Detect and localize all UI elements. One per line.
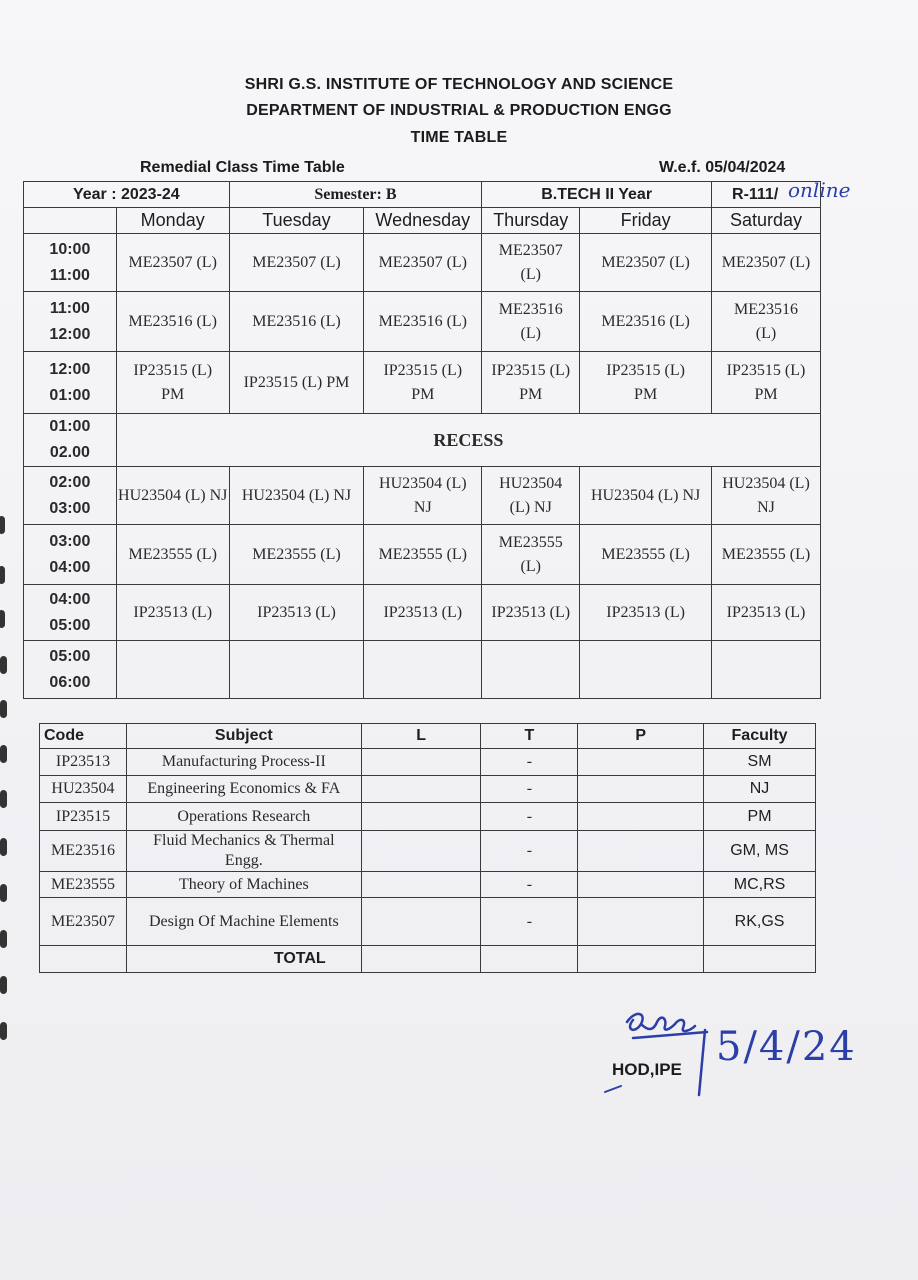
- slot-row: [24, 585, 821, 641]
- subject-row: [40, 803, 816, 831]
- time-cell: 03:00 04:00: [24, 525, 117, 585]
- subject-code: ME23507: [40, 898, 127, 946]
- class-cell: ME23507 (L): [116, 234, 229, 292]
- subjects-header-row: [40, 724, 816, 749]
- recess-label: RECESS: [116, 414, 820, 467]
- class-cell: HU23504 (L) NJ: [364, 467, 482, 525]
- subject-row: [40, 831, 816, 872]
- binder-mark: [0, 930, 7, 948]
- class-cell: [580, 641, 712, 699]
- subject-t: -: [481, 776, 578, 803]
- class-cell: IP23515 (L) PM: [712, 352, 821, 414]
- year-cell: Year : 2023-24: [24, 182, 230, 208]
- day-monday: Monday: [116, 208, 229, 234]
- header-l: L: [361, 724, 481, 749]
- binder-mark: [0, 790, 7, 808]
- subject-row: [40, 872, 816, 898]
- class-cell: ME23516 (L): [712, 292, 821, 352]
- subject-p: [578, 776, 704, 803]
- class-cell: ME23516 (L): [229, 292, 364, 352]
- subject-faculty: NJ: [704, 776, 816, 803]
- class-cell: ME23516 (L): [364, 292, 482, 352]
- time-cell: 10:00 11:00: [24, 234, 117, 292]
- header-code: Code: [40, 724, 127, 749]
- header-subject: Subject: [126, 724, 361, 749]
- subject-l: [361, 898, 481, 946]
- timetable: [23, 181, 821, 699]
- slot-row: [24, 525, 821, 585]
- subject-l: [361, 872, 481, 898]
- wef-date: W.e.f. 05/04/2024: [659, 159, 786, 176]
- document-title: TIME TABLE: [410, 129, 508, 146]
- subjects-table: [39, 723, 816, 973]
- room-label: R-111/: [732, 185, 779, 203]
- time-cell: 04:00 05:00: [24, 585, 117, 641]
- class-cell: [712, 641, 821, 699]
- binder-mark: [0, 566, 5, 584]
- slot-row: [24, 641, 821, 699]
- total-l: [361, 946, 481, 973]
- class-cell: HU23504 (L) NJ: [482, 467, 580, 525]
- class-cell: IP23515 (L) PM: [116, 352, 229, 414]
- total-label: TOTAL: [126, 946, 361, 973]
- class-cell: ME23507 (L): [580, 234, 712, 292]
- class-cell: ME23507 (L): [482, 234, 580, 292]
- slot-row: [24, 467, 821, 525]
- subject-name: Theory of Machines: [126, 872, 361, 898]
- class-cell: [364, 641, 482, 699]
- slot-row: [24, 352, 821, 414]
- class-cell: ME23555 (L): [229, 525, 364, 585]
- subject-name: Operations Research: [126, 803, 361, 831]
- subject-code: IP23515: [40, 803, 127, 831]
- department-name: DEPARTMENT OF INDUSTRIAL & PRODUCTION ENGG: [246, 102, 672, 119]
- subject-faculty: PM: [704, 803, 816, 831]
- header-p: P: [578, 724, 704, 749]
- class-cell: ME23555 (L): [712, 525, 821, 585]
- class-cell: IP23513 (L): [229, 585, 364, 641]
- class-cell: ME23555 (L): [364, 525, 482, 585]
- day-tuesday: Tuesday: [229, 208, 364, 234]
- total-t: [481, 946, 578, 973]
- subject-code: ME23516: [40, 831, 127, 872]
- time-cell: 11:00 12:00: [24, 292, 117, 352]
- binder-mark: [0, 884, 7, 902]
- total-faculty: [704, 946, 816, 973]
- subject-name: Manufacturing Process-II: [126, 749, 361, 776]
- binder-mark: [0, 745, 7, 763]
- subject-name: Design Of Machine Elements: [126, 898, 361, 946]
- class-cell: IP23513 (L): [712, 585, 821, 641]
- class-cell: [482, 641, 580, 699]
- class-cell: IP23513 (L): [116, 585, 229, 641]
- class-cell: HU23504 (L) NJ: [116, 467, 229, 525]
- subject-name: Fluid Mechanics & Thermal Engg.: [126, 831, 361, 872]
- subject-t: -: [481, 803, 578, 831]
- day-saturday: Saturday: [712, 208, 821, 234]
- binder-mark: [0, 700, 7, 718]
- binder-mark: [0, 838, 7, 856]
- class-cell: ME23507 (L): [229, 234, 364, 292]
- binder-mark: [0, 656, 7, 674]
- class-cell: ME23555 (L): [580, 525, 712, 585]
- class-cell: IP23513 (L): [482, 585, 580, 641]
- subject-p: [578, 803, 704, 831]
- subject-code: HU23504: [40, 776, 127, 803]
- class-cell: ME23516 (L): [116, 292, 229, 352]
- subject-p: [578, 749, 704, 776]
- class-cell: [116, 641, 229, 699]
- subject-row: [40, 898, 816, 946]
- subject-p: [578, 872, 704, 898]
- total-row: [40, 946, 816, 973]
- handwritten-online: online: [788, 178, 851, 202]
- class-cell: ME23555 (L): [482, 525, 580, 585]
- class-cell: ME23516 (L): [580, 292, 712, 352]
- subject-name: Engineering Economics & FA: [126, 776, 361, 803]
- subject-faculty: SM: [704, 749, 816, 776]
- handwritten-date: 5/4/24: [716, 1024, 857, 1070]
- institute-name: SHRI G.S. INSTITUTE OF TECHNOLOGY AND SCIENCE: [244, 76, 674, 93]
- header-t: T: [481, 724, 578, 749]
- class-cell: IP23515 (L) PM: [482, 352, 580, 414]
- header-faculty: Faculty: [704, 724, 816, 749]
- total-blank: [40, 946, 127, 973]
- total-p: [578, 946, 704, 973]
- subject-t: -: [481, 898, 578, 946]
- subject-faculty: MC,RS: [704, 872, 816, 898]
- class-cell: [229, 641, 364, 699]
- subject-faculty: RK,GS: [704, 898, 816, 946]
- class-cell: HU23504 (L) NJ: [229, 467, 364, 525]
- class-cell: ME23507 (L): [364, 234, 482, 292]
- day-header-row: [24, 208, 821, 234]
- day-friday: Friday: [580, 208, 712, 234]
- recess-row: [24, 414, 821, 467]
- subject-l: [361, 831, 481, 872]
- binder-mark: [0, 610, 5, 628]
- subject-row: [40, 749, 816, 776]
- class-cell: IP23515 (L) PM: [364, 352, 482, 414]
- remedial-subtitle: Remedial Class Time Table: [140, 159, 345, 176]
- subject-l: [361, 803, 481, 831]
- class-cell: IP23515 (L) PM: [229, 352, 364, 414]
- binder-mark: [0, 1022, 7, 1040]
- class-cell: IP23513 (L): [364, 585, 482, 641]
- program-cell: B.TECH II Year: [482, 182, 712, 208]
- timetable-info-row: [24, 182, 821, 208]
- slot-row: [24, 292, 821, 352]
- subject-l: [361, 749, 481, 776]
- subject-p: [578, 831, 704, 872]
- binder-mark: [0, 516, 5, 534]
- subject-p: [578, 898, 704, 946]
- corner-cell: [24, 208, 117, 234]
- time-cell: 05:00 06:00: [24, 641, 117, 699]
- slot-row: [24, 234, 821, 292]
- time-cell: 01:00 02.00: [24, 414, 117, 467]
- subject-l: [361, 776, 481, 803]
- subject-t: -: [481, 831, 578, 872]
- class-cell: IP23513 (L): [580, 585, 712, 641]
- semester-cell: Semester: B: [229, 182, 482, 208]
- subject-t: -: [481, 749, 578, 776]
- subject-t: -: [481, 872, 578, 898]
- subject-code: ME23555: [40, 872, 127, 898]
- subject-code: IP23513: [40, 749, 127, 776]
- day-wednesday: Wednesday: [364, 208, 482, 234]
- time-cell: 12:00 01:00: [24, 352, 117, 414]
- class-cell: IP23515 (L) PM: [580, 352, 712, 414]
- class-cell: HU23504 (L) NJ: [712, 467, 821, 525]
- class-cell: ME23555 (L): [116, 525, 229, 585]
- class-cell: HU23504 (L) NJ: [580, 467, 712, 525]
- day-thursday: Thursday: [482, 208, 580, 234]
- hod-designation: HOD,IPE: [612, 1060, 682, 1079]
- class-cell: ME23516 (L): [482, 292, 580, 352]
- subject-faculty: GM, MS: [704, 831, 816, 872]
- subject-row: [40, 776, 816, 803]
- time-cell: 02:00 03:00: [24, 467, 117, 525]
- binder-mark: [0, 976, 7, 994]
- class-cell: ME23507 (L): [712, 234, 821, 292]
